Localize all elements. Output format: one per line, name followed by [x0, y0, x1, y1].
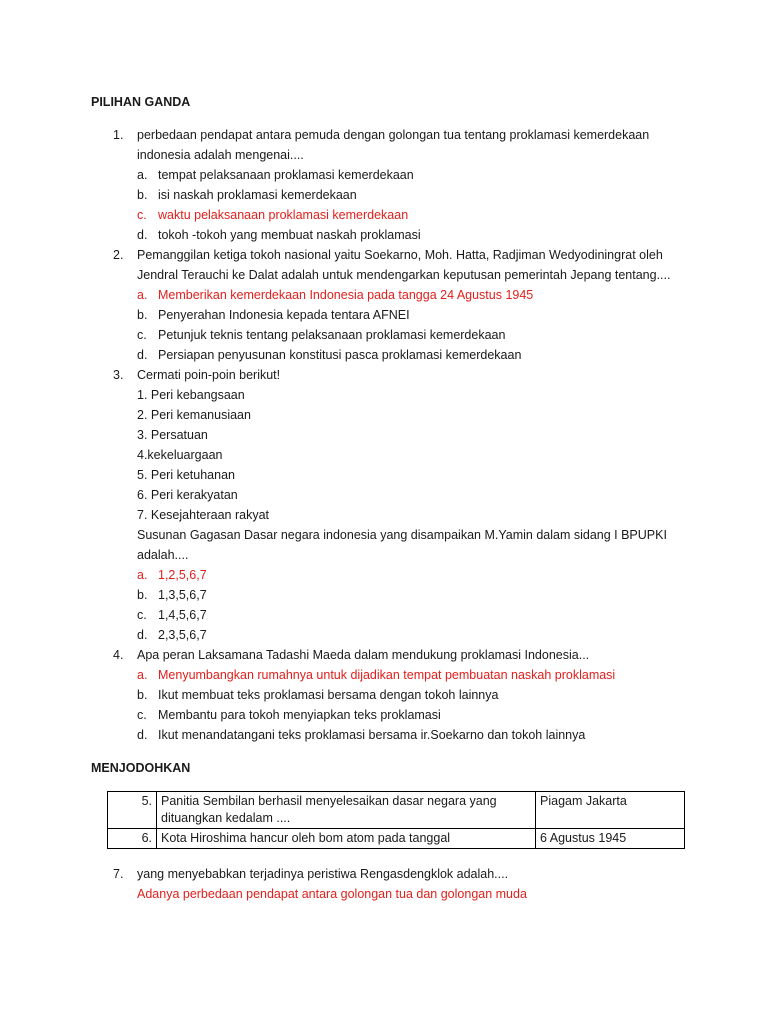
- q2-option-a-text: Memberikan kemerdekaan Indonesia pada tangga 24 Agustus 1945: [158, 288, 534, 302]
- matching-row-answer: 6 Agustus 1945: [536, 829, 685, 849]
- matching-question-line1: Kota Hiroshima hancur oleh bom atom pada tanggal: [161, 831, 451, 845]
- q4-option-b-letter: b.: [137, 688, 148, 702]
- section-title-multiple-choice: PILIHAN GANDA: [91, 95, 191, 109]
- q3-question-line1: Susunan Gagasan Dasar negara indonesia yang disampaikan M.Yamin dalam sidang I BPUPKI: [137, 528, 667, 542]
- q3-option-d-letter: d.: [137, 628, 148, 642]
- table-row: [108, 792, 685, 829]
- matching-row-question: [157, 829, 536, 849]
- q7-text: yang menyebabkan terjadinya peristiwa Rengasdengklok adalah....: [137, 867, 509, 881]
- q3-point: 4.kekeluargaan: [137, 448, 223, 462]
- q4-option-b-text: Ikut membuat teks proklamasi bersama dengan tokoh lainnya: [158, 688, 499, 702]
- q3-option-b-letter: b.: [137, 588, 148, 602]
- q4-option-a-letter: a.: [137, 668, 148, 682]
- q3-point: 5. Peri ketuhanan: [137, 468, 235, 482]
- q3-question-line2: adalah....: [137, 548, 189, 562]
- q3-point: 3. Persatuan: [137, 428, 208, 442]
- q1-option-d-letter: d.: [137, 228, 148, 242]
- table-row: [108, 829, 685, 849]
- q2-option-c-text: Petunjuk teknis tentang pelaksanaan proklamasi kemerdekaan: [158, 328, 506, 342]
- matching-row-number: 5.: [108, 792, 157, 829]
- q3-number: 3.: [113, 368, 124, 382]
- q7-answer: Adanya perbedaan pendapat antara golongan tua dan golongan muda: [137, 887, 527, 901]
- q4-option-a-text: Menyumbangkan rumahnya untuk dijadikan tempat pembuatan naskah proklamasi: [158, 668, 616, 682]
- q2-text-line2: Jendral Terauchi ke Dalat adalah untuk mendengarkan keputusan pemerintah Jepang tentang....: [137, 268, 671, 282]
- q1-option-a-letter: a.: [137, 168, 148, 182]
- matching-row-question: [157, 792, 536, 829]
- q2-option-b-text: Penyerahan Indonesia kepada tentara AFNEI: [158, 308, 410, 322]
- q2-number: 2.: [113, 248, 124, 262]
- q2-option-a-letter: a.: [137, 288, 148, 302]
- section-title-matching: MENJODOHKAN: [91, 761, 191, 775]
- q4-option-d-text: Ikut menandatangani teks proklamasi bersama ir.Soekarno dan tokoh lainnya: [158, 728, 586, 742]
- matching-row-number: 6.: [108, 829, 157, 849]
- q7-number: 7.: [113, 867, 124, 881]
- q3-point: 1. Peri kebangsaan: [137, 388, 245, 402]
- matching-table: [107, 791, 685, 849]
- q3-option-a-letter: a.: [137, 568, 148, 582]
- q4-number: 4.: [113, 648, 124, 662]
- q3-point: 2. Peri kemanusiaan: [137, 408, 251, 422]
- q1-text-line2: indonesia adalah mengenai....: [137, 148, 304, 162]
- q2-option-c-letter: c.: [137, 328, 147, 342]
- q4-option-c-letter: c.: [137, 708, 147, 722]
- q1-option-b-letter: b.: [137, 188, 148, 202]
- q1-option-a-text: tempat pelaksanaan proklamasi kemerdekaan: [158, 168, 414, 182]
- matching-question-line1: Panitia Sembilan berhasil menyelesaikan dasar negara yang: [161, 794, 497, 808]
- q4-option-c-text: Membantu para tokoh menyiapkan teks proklamasi: [158, 708, 441, 722]
- q1-option-c-letter: c.: [137, 208, 147, 222]
- q4-option-d-letter: d.: [137, 728, 148, 742]
- q3-text-line1: Cermati poin-poin berikut!: [137, 368, 281, 382]
- q3-option-d-text: 2,3,5,6,7: [158, 628, 207, 642]
- q1-option-c-text: waktu pelaksanaan proklamasi kemerdekaan: [158, 208, 409, 222]
- q3-option-a-text: 1,2,5,6,7: [158, 568, 207, 582]
- q4-text-line1: Apa peran Laksamana Tadashi Maeda dalam mendukung proklamasi Indonesia...: [137, 648, 590, 662]
- q2-text-line1: Pemanggilan ketiga tokoh nasional yaitu Soekarno, Moh. Hatta, Radjiman Wedyodiningrat oleh: [137, 248, 663, 262]
- q1-text-line1: perbedaan pendapat antara pemuda dengan golongan tua tentang proklamasi kemerdekaan: [137, 128, 650, 142]
- q1-option-b-text: isi naskah proklamasi kemerdekaan: [158, 188, 357, 202]
- q3-point: 7. Kesejahteraan rakyat: [137, 508, 270, 522]
- q1-option-d-text: tokoh -tokoh yang membuat naskah proklamasi: [158, 228, 421, 242]
- q2-option-d-letter: d.: [137, 348, 148, 362]
- q3-option-c-text: 1,4,5,6,7: [158, 608, 207, 622]
- matching-question-line2: dituangkan kedalam ....: [161, 811, 291, 825]
- q3-option-c-letter: c.: [137, 608, 147, 622]
- q3-point: 6. Peri kerakyatan: [137, 488, 238, 502]
- q1-number: 1.: [113, 128, 124, 142]
- matching-row-answer: Piagam Jakarta: [536, 792, 685, 829]
- q2-option-d-text: Persiapan penyusunan konstitusi pasca proklamasi kemerdekaan: [158, 348, 522, 362]
- q3-option-b-text: 1,3,5,6,7: [158, 588, 207, 602]
- q2-option-b-letter: b.: [137, 308, 148, 322]
